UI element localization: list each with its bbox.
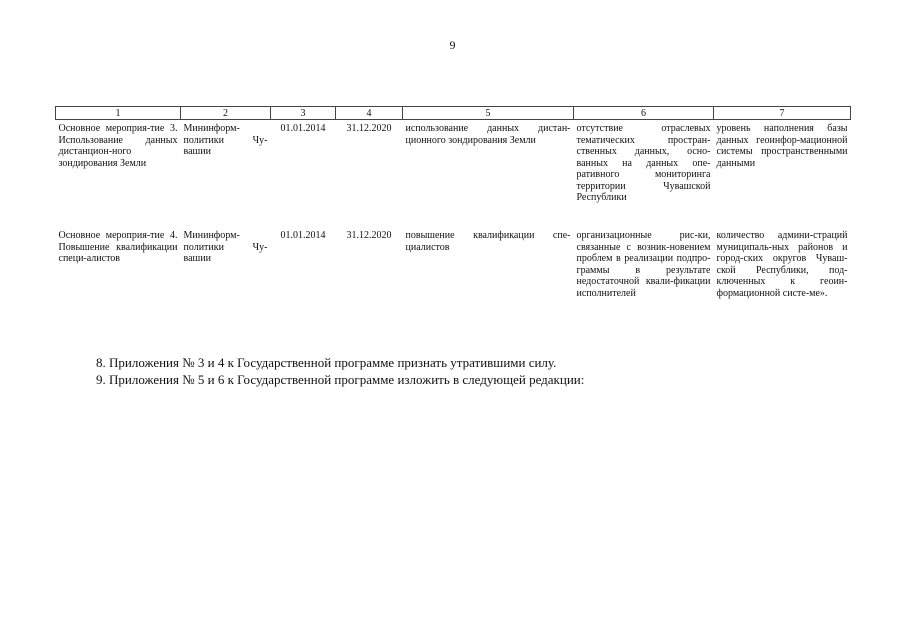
table-row: [56, 227, 851, 340]
paragraph: 8. Приложения № 3 и 4 к Государственной программе признать утратившими силу.: [96, 355, 557, 370]
table-cell: повышение квалификации спе-циалистов: [405, 230, 571, 253]
column-header: 6: [574, 107, 714, 120]
table-cell: Основное мероприя-тие 3. Использование данных дистанцион-ного зондирования Земли: [58, 123, 178, 169]
column-header: 7: [714, 107, 851, 120]
column-header: 1: [56, 107, 181, 120]
table-cell: 31.12.2020: [346, 230, 392, 241]
page-number: 9: [449, 38, 456, 52]
table-cell: количество админи-страций муниципаль-ных районов и город-ских округов Чуваш-ской Республики, под-ключенных к геоин-формационной систе-ме».: [716, 230, 848, 299]
table-cell: использование данных дистан-ционного зондирования Земли: [405, 123, 571, 146]
table-header-row: [56, 107, 851, 120]
table-row: [56, 120, 851, 228]
column-header: 3: [271, 107, 336, 120]
paragraph: 9. Приложения № 5 и 6 к Государственной программе изложить в следующей редакции:: [96, 372, 585, 387]
table-cell: 01.01.2014: [280, 123, 326, 134]
column-header: 4: [336, 107, 403, 120]
program-table: [55, 106, 851, 340]
table-cell: 31.12.2020: [346, 123, 392, 134]
table-cell: уровень наполнения базы данных геоинфор-мационной системы пространственными данными: [716, 123, 848, 169]
table-cell: отсутствие отраслевых тематических простран-ственных данных, осно-ванных на данных опе-ративного мониторинга территории Чувашской Республики: [576, 123, 711, 203]
column-header: 2: [181, 107, 271, 120]
table-cell: организационные рис-ки, связанные с возник-новением проблем в реализации подпро-граммы в результате недостаточной квали-фикации исполнителей: [576, 230, 711, 299]
column-header: 5: [403, 107, 574, 120]
table-cell: Мининформ-политики Чу-вашии: [183, 123, 268, 157]
table-cell: Мининформ-политики Чу-вашии: [183, 230, 268, 264]
table-cell: 01.01.2014: [280, 230, 326, 241]
table-cell: Основное мероприя-тие 4. Повышение квалификации специ-алистов: [58, 230, 178, 264]
